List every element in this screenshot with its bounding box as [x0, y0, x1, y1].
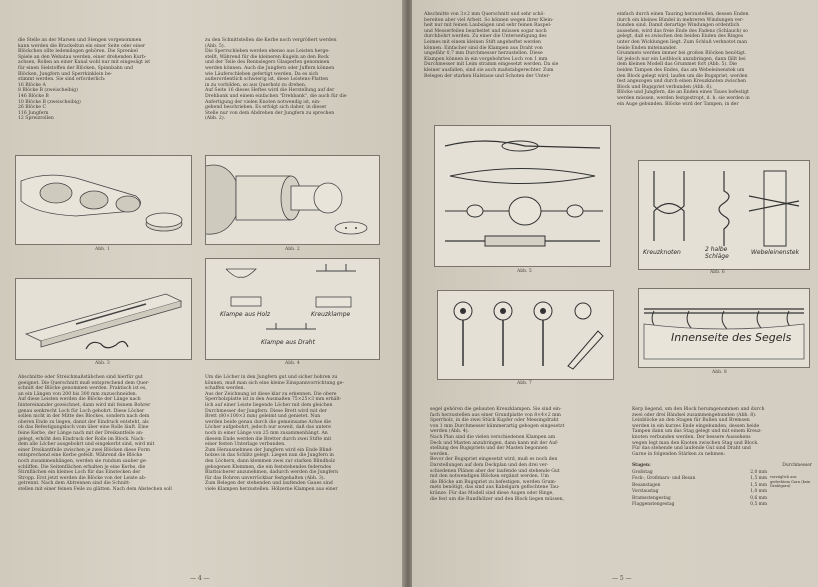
figure-5-drawing: [435, 126, 610, 266]
figure-6-label-halbe: 2 halbe Schläge: [705, 246, 729, 260]
text-line: Blattsicherer anzunehmen, dadurch werden die Jungfern: [205, 470, 339, 476]
text-line: gelegt, daß es zwischen den beiden Enden des Ringes: [617, 34, 744, 40]
text-line: werden (Abb. 4).: [430, 429, 470, 435]
text-line: werden in ein kurzes Ende eingebunden, dessen beide: [632, 423, 760, 429]
text-line: Grummets werden immer bei großen Blöcken benötigt.: [617, 51, 747, 57]
text-line: Klampen können in ein vorgebohrtes Loch von 1 mm: [424, 56, 548, 62]
text-line: Tampen dann um das Stag gelegt und mit einem Kreuz-: [632, 429, 762, 435]
text-line: Leinblöcke an den Stagen für Bullen und Bremsen: [632, 418, 750, 424]
figure-2: [205, 155, 380, 245]
text-line: genau senkrecht Loch für Loch gebohrt. Diese Löcher: [18, 408, 145, 414]
text-line: Stirnflächen ein kleines Loch für das Einstecken der: [18, 470, 141, 476]
text-line: werden.: [430, 451, 449, 457]
text-line: geeignet. Die Querschnitt muß entsprechend dem Quer-: [18, 380, 150, 386]
text-line: durchbohrt werden. Zu einer die Unterseitigung des: [424, 34, 547, 40]
left-top-left-text: [18, 38, 198, 122]
text-line: Blöckchen ollte ledemilogen gehören. Die Sprenkel: [18, 49, 138, 55]
figure-8: [638, 288, 810, 368]
text-line: Block und Bugspriet verbunden (Abb. 6).: [617, 84, 713, 90]
table-cell-name: Besanstagen: [632, 482, 661, 488]
figure-6-label-webe: Webeleinenstek: [751, 249, 800, 256]
text-line: in zu vorbilden, so aus Querholz zu drehen.: [205, 82, 307, 88]
text-line: mets benötigt, das sind aus Kabelgarn geflochtene Tau-: [430, 485, 560, 491]
text-line: noch zusammenhängen, werden sie rundum sauber ge-: [18, 458, 148, 464]
text-line: schliffen. Die Seitenflächen erhalten je eine Kerbe, die: [18, 464, 146, 470]
text-line: Sperrholz, in die zwei Stück Kupfer oder Messingdraht: [430, 418, 559, 424]
text-line: die Stelle an der Marsen und Stengen vorgenommen: [18, 38, 142, 43]
left-top-right-text: [205, 38, 390, 122]
table-cell-value: 1,0 mm: [750, 489, 767, 494]
table-title: Stagen:: [632, 463, 651, 468]
text-line: Durchmesser mit Leim stramm eingesetzt werden. Da sie: [424, 62, 559, 68]
figure-7: [437, 290, 614, 380]
figure-3-drawing: [16, 279, 191, 359]
text-line: können. Einfacher sind die Klampen aus Draht von: [424, 45, 543, 51]
text-line: zwei oder drei Bändsel zusammengebunden (Abb. 8).: [632, 412, 757, 418]
figure-4: [205, 258, 380, 360]
table-head-note: vorzüglich aus gedrehtem Garn (kein Drahtgarn): [770, 475, 811, 488]
text-line: Durchmesser der Jungfern. Diese Brett wird mit der: [205, 408, 327, 414]
figure-5-caption: Abb. 5: [517, 269, 532, 274]
text-line: lich auf einer Leiste liegende Löcher mit dem gleichen: [205, 402, 333, 408]
figure-1-drawing: [16, 156, 191, 244]
text-line: Sperrholzplatte ist in den Ausmaßen 75×25×3 mm erhält-: [205, 397, 342, 403]
text-line: Anfertigung der vielen Knoten notwendig ist, ein-: [205, 99, 321, 105]
text-line: Stropp. Erst jetzt werden die Blöcke von der Leiste ab-: [18, 475, 147, 481]
text-line: Zum Herausnehmen der Jungfern wird ein Ende Blind-: [205, 447, 333, 453]
figure-6-caption: Abb. 6: [710, 270, 725, 275]
text-line: wegen legt man den Knoten zwischen Stag und Block.: [632, 440, 759, 446]
figure-4-label-draht: Klampe aus Draht: [261, 339, 315, 346]
text-line: bunden sind. Damit derartige Windungen ordentlich: [617, 23, 740, 29]
text-line: hintereinander gezeichnet, dann wird mit feinem Bohrer: [18, 402, 151, 408]
text-line: achsen, Rollen an einer Kanal wohl nur mit eingesägt ist: [18, 60, 151, 66]
figure-2-drawing: [206, 156, 379, 244]
text-line: sollen nicht in der Mitte des Blockes, sondern nach dem: [18, 414, 150, 420]
text-line: unter den Wicklungen liegt. Zum Schluß verknotet man: [617, 39, 748, 45]
text-line: Leimes mit einem kleinen Stift angeheftet werden: [424, 39, 542, 45]
figure-3-caption: Abb. 3: [95, 361, 110, 366]
text-line: feine Kerbe, der Länge nach mit der Dreikantfeile an-: [18, 430, 144, 436]
text-line: getrennt. Nach dem Abtrennen sind die Schnitt-: [18, 481, 131, 487]
text-line: fest angezogen und durch einen Kreuzknoten zwischen: [617, 79, 746, 85]
right-top-right-text: [617, 12, 807, 107]
figure-8-caption: Abb. 8: [712, 370, 727, 375]
text-line: stellung des Bugspriets und der Masten begonnen: [430, 446, 548, 452]
text-line: kränze. Für das Modell sind diese Augen oder Ringe,: [430, 490, 554, 496]
text-line: Löcher aufgebohrt, jedoch nur soweit, daß das untere: [205, 425, 331, 431]
text-line: bereiten aber viel Arbeit. So können wegen ihrer Klein-: [424, 17, 554, 23]
figure-5: [434, 125, 611, 267]
text-line: Bevor der Bugspriet eingesetzt wird, muß es noch den: [430, 457, 558, 463]
table-cell-value: 0,5 mm: [750, 502, 767, 507]
text-line: Zum Belegen der stehenden und laufenden Gaues sind: [205, 481, 333, 487]
table-cell-name: Fock-, Großmars- und Besan: [632, 476, 696, 481]
text-line: beide Enden miteinander.: [617, 45, 677, 51]
text-line: 12 Spreizrollen: [18, 116, 54, 122]
text-line: Ist jedoch nur ein Leitblock anzubringen, dann fällt bei: [617, 56, 746, 62]
text-line: wie Läuferschleben gefertigt werden. Da es sich: [205, 71, 319, 77]
text-line: Spiele an den Webatau werden, einer drehenden Kurb-: [18, 54, 147, 60]
text-line: werden beide genau durch die gemeinsame Achse die: [205, 419, 331, 425]
figure-3: [15, 278, 192, 360]
text-line: schaffen werden.: [205, 386, 245, 392]
figure-7-caption: Abb. 7: [517, 381, 532, 386]
text-line: 146 Blöcke B: [18, 93, 49, 99]
table-cell-name: Vorstaustag: [632, 489, 659, 494]
text-line: Stelle nur von dem Abdrehen der Jungfern zu sprechen: [205, 110, 335, 116]
text-line: Auf diese Leisten werden die Blöcke der Länge nach: [18, 397, 141, 403]
figure-1: [15, 155, 192, 245]
text-line: entsprechend eine Kerbe gefeilt. Während die Blöcke: [18, 453, 143, 459]
text-line: Drehbank und einem einfachen "Drehbank", die auch für die: [205, 93, 347, 99]
text-line: durch ein kleines Bündel in mehreren Windungen ver-: [617, 17, 744, 23]
text-line: einer festen Unterlage verbunden.: [205, 442, 286, 448]
text-line: Nach Plan sind die vielen verschiedenen Klampen am: [430, 434, 556, 440]
text-line: die Blöcke am Bugspriet zu befestigen, werden Grum-: [430, 479, 557, 485]
text-line: Darstellungen auf dem Deckplan und den drei ver-: [430, 462, 549, 468]
text-line: stellt, Während für die kleineren Kugeln an den Bock: [205, 54, 329, 60]
text-line: Für das stehende und laufende Gut sind Draht und: [632, 446, 751, 452]
table-cell-value: 0,6 mm: [750, 495, 767, 501]
right-page: [412, 0, 818, 587]
text-line: fach herzustellen aus einer Grundplatte von 8×4×2 mm: [430, 412, 561, 418]
table-cell-value: 1,5 mm: [750, 476, 767, 481]
right-page-number: — 5 —: [612, 575, 632, 582]
table-cell-name: Bramsstengestag: [632, 495, 671, 501]
text-line: 16 Blöcke A: [18, 82, 46, 88]
table-head-diameter: Durchmesser: [782, 463, 812, 468]
text-line: einer Dreikantfeile zwischen je zwei Blöcken diese Form: [18, 447, 150, 453]
text-line: 116 Jungfern: [18, 110, 49, 116]
text-line: einfach durch einen Tauring herzustellen, dessen Enden: [617, 12, 749, 17]
left-bottom-left-text: [18, 375, 198, 492]
figure-8-label: Innenseite des Segels: [671, 331, 792, 344]
right-top-left-text: [424, 12, 609, 79]
text-line: holzes in das Schlitz gelegt. Liegen nun die Jungfern in: [205, 453, 334, 459]
figure-8-drawing: [639, 289, 809, 367]
text-line: gelegt, erhöht den Eindruck der Rolle im Block. Nach-: [18, 436, 145, 442]
text-line: 8 Blöcke B (zweischeibig): [18, 88, 78, 94]
text-line: Um die Löcher in den Jungfern gut und sicher bohren zu: [205, 375, 338, 380]
figure-4-label-kreuz: Kreuzklampe: [311, 311, 351, 318]
text-line: Auf Seite 16 dieses Heftes wird die Herstellung auf der: [205, 88, 335, 94]
figure-4-caption: Abb. 4: [285, 361, 300, 366]
table-cell-name: Flaggenstengestag: [632, 502, 675, 507]
text-line: (Abb. 5).: [205, 43, 226, 49]
figure-6: [638, 160, 810, 270]
text-line: Kerp liegend, um den Block herumgenommen und durch: [632, 407, 765, 412]
text-line: Blöcke und Jungfern, die an Enden eines Taues befestigt: [617, 90, 749, 96]
text-line: knoten verbunden werden. Der bessere Aussehens: [632, 434, 751, 440]
text-line: beiden Tampen des Endes, das am Webeleinenstek um: [617, 67, 745, 73]
text-line: für das Bohren unverrückbar festgehalten (Abb. 3).: [205, 475, 326, 481]
text-line: (Abb. 2).: [205, 116, 226, 122]
rigging-table: [632, 463, 812, 509]
left-bottom-right-text: [205, 375, 390, 492]
text-line: Blöcken, Jungfern und Sperrkinklein be-: [18, 71, 113, 77]
text-line: und Messerfeilen bearbeitet und müssen sogar noch: [424, 28, 547, 34]
figure-7-drawing: [438, 291, 613, 379]
text-line: noch in einer Länge von 25 mm zusammenhängt. An: [205, 430, 328, 436]
figure-2-caption: Abb. 2: [285, 247, 300, 252]
text-line: an ein Längen von 200 bis 300 mm zuzuschneiden.: [18, 391, 138, 397]
text-line: und der Teile des Rennslegers Glasperlen genommen: [205, 60, 330, 66]
text-line: Aus der Zeichnung ist diese klar zu erkennen. Die obere: [205, 391, 337, 397]
text-line: segel gehören die gebauten Kreuzklampen. Sie sind ein-: [430, 407, 562, 412]
figure-6-label-kreuz: Kreuzknoten: [643, 249, 681, 256]
text-line: diesem Ende werden die Bretter durch zwei Stifte mit: [205, 436, 332, 442]
text-line: Garne in folgenden Stärken zu nehmen:: [632, 451, 726, 457]
right-bottom-right-text: [632, 407, 812, 457]
text-line: ein Auge gebunden. Blöcke wird der Tampen, in der: [617, 101, 739, 107]
table-row: [632, 502, 767, 509]
text-line: heit nur mit feinen Laubsägen und sehr feinen Raspel-: [424, 23, 552, 29]
text-line: Abschnitte von 3×2 mm Querschnitt und sehr schö-: [424, 12, 545, 17]
text-line: ob das Befestigungsloch vom über eine Rolle läuft. Eine: [18, 425, 149, 431]
text-line: von 1 mm Durchmesser kümmerartig gebogen eingesetzt: [430, 423, 565, 429]
text-line: 10 Blöcke B (zweischeibig): [18, 99, 81, 105]
text-line: Abschnitte oder Streichmaßstäbchen sind hierfür gut: [18, 375, 143, 380]
text-line: stimmt werden. Sie sind erforderlich:: [18, 77, 106, 83]
text-line: für einen Sielstoffen der Blöcken, Spinnbahn und: [18, 65, 134, 71]
text-line: schiedenen Plänen aber der laufende und stehende Gut: [430, 468, 560, 474]
text-line: die fest um die Rundhölzer und den Block liegen müssen,: [430, 496, 565, 502]
text-line: viele Klampen herzustellen. Hölzerne Klampen aus einer: [205, 486, 338, 492]
text-line: Brett (80×100×3 mm) geleimt und genietet. Nun: [205, 414, 321, 420]
text-line: 26 Blöcke C: [18, 105, 46, 111]
table-cell-value: 2,0 mm: [750, 469, 767, 475]
text-line: den Block gelegt wird, laufen um die Bugspriet, werden: [617, 73, 748, 79]
text-line: Belegen der starken Halstaue und Schoten der Unter-: [424, 73, 551, 79]
text-line: Deck und Masten anzubringen, dann kann mit der Auf-: [430, 440, 559, 446]
text-line: werden müssen, werden festgestropt, d. h. sie werden in: [617, 95, 750, 101]
figure-4-label-holz: Klampe aus Holz: [220, 311, 271, 318]
text-line: stellen mit einer feinen Feile zu glätten. Nach dem Abstechen soll: [18, 486, 172, 492]
left-page-number: — 4 —: [190, 575, 210, 582]
table-cell-name: Großstag: [632, 469, 653, 475]
text-line: dem kleinen Modell das Grummet fort (Abb. 5). Die: [617, 62, 737, 68]
text-line: oberen Ende zu liegen, damit der Eindruck entsteht, als: [18, 419, 149, 425]
text-line: außerordentlich schwierig ist, diese Leistens-Platten: [205, 77, 329, 83]
text-line: aussehen, wird das freie Ende des Fadens (Schlauch) so: [617, 28, 748, 34]
text-line: kann werden die Brackeltun ein einer Seite oder einer: [18, 43, 146, 49]
text-line: Die Sperrschleben werden ebenso aus Leisten herge-: [205, 49, 330, 55]
text-line: werden können. Auch die Jungfern oder Juffern können: [205, 65, 335, 71]
left-page: [0, 0, 404, 587]
text-line: den Löchern, dann klemmen zwei zur starken Blindholz: [205, 458, 336, 464]
text-line: gehend beschrieben. Es erfolgt sich daher, in dieser: [205, 105, 327, 111]
right-bottom-left-text: [430, 407, 618, 502]
table-cell-value: 1,5 mm: [750, 482, 767, 488]
text-line: schnitt der Blöcke genommen werden. Praktisch ist es,: [18, 386, 147, 392]
text-line: dem alle Löcher ausgebohrt und eingekerbt sind, wird mit: [18, 442, 155, 448]
text-line: kleiner ausfallen, sind sie auch maßstabgerechter. Zum: [424, 67, 554, 73]
text-line: können, muß man sich eine kleine Einspannvorrichtung ge-: [205, 380, 345, 386]
text-line: gebogenen Klemmen, die ein feststehendes federndes: [205, 464, 332, 470]
figure-1-caption: Abb. 1: [95, 247, 110, 252]
text-line: zu den Schnittstellen die Kerbe noch vergrößert werden: [205, 38, 337, 43]
text-line: mit den notwendigen Blöcken ergänzt werden. Um: [430, 474, 549, 480]
text-line: ungefähr 0,7 mm Durchmesser herzustellen. Diese: [424, 51, 543, 57]
